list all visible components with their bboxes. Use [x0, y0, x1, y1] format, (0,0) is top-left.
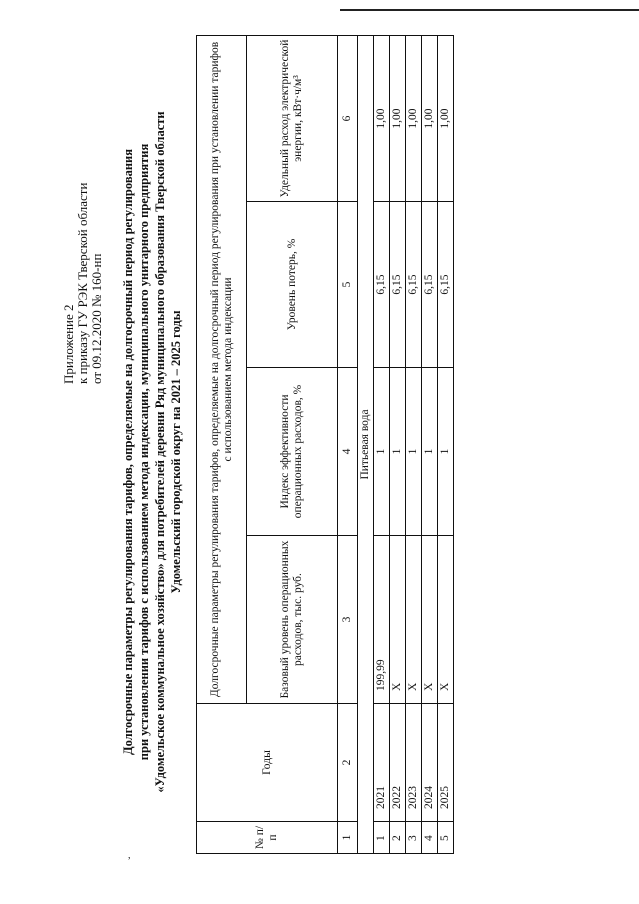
title-line-2: при установлении тарифов с использованием метода индексации, муниципального унитарного предприятия — [137, 143, 151, 761]
colnum-5: 5 — [338, 202, 358, 368]
column-number-row — [338, 35, 358, 853]
row-year: 2024 — [422, 704, 438, 822]
title-line-4: Удомельский городской округ на 2021 – 2025 годы — [169, 310, 183, 594]
row-num: 5 — [438, 822, 454, 854]
section-label: Питьевая вода — [358, 35, 374, 853]
table-row — [374, 35, 390, 853]
row-year: 2023 — [406, 704, 422, 822]
row-base: Х — [406, 536, 422, 704]
row-num: 2 — [390, 822, 406, 854]
row-loss: 6,15 — [438, 202, 454, 368]
row-year: 2025 — [438, 704, 454, 822]
title-line-3: «Удомельское коммунальное хозяйство» для потребителей деревни Ряд муниципального образования Тверской области — [153, 111, 167, 793]
row-index: 1 — [390, 368, 406, 536]
colnum-1: 1 — [338, 822, 358, 854]
row-loss: 6,15 — [406, 202, 422, 368]
document-title — [120, 0, 184, 904]
header-col4: Индекс эффективности операционных расходов, % — [247, 368, 338, 536]
row-base: 199,99 — [374, 536, 390, 704]
appendix-line-2: к приказу ГУ РЭК Тверской области — [75, 182, 90, 384]
row-index: 1 — [422, 368, 438, 536]
appendix-line-3: от 09.12.2020 № 160-нп — [89, 253, 104, 384]
header-num: № п/п — [197, 822, 338, 854]
row-index: 1 — [406, 368, 422, 536]
appendix-line-1: Приложение 2 — [61, 304, 76, 384]
section-row — [358, 35, 374, 853]
row-year: 2022 — [390, 704, 406, 822]
table-row — [390, 35, 406, 853]
table-row — [438, 35, 454, 853]
row-base: Х — [438, 536, 454, 704]
row-num: 3 — [406, 822, 422, 854]
header-row-group — [197, 35, 247, 853]
title-line-1: Долгосрочные параметры регулирования тарифов, определяемые на долгосрочный период регулирования — [121, 149, 135, 756]
row-index: 1 — [374, 368, 390, 536]
parameters-table — [196, 35, 454, 854]
row-loss: 6,15 — [390, 202, 406, 368]
row-base: Х — [422, 536, 438, 704]
scan-speck: , — [128, 850, 131, 861]
row-energy: 1,00 — [438, 35, 454, 201]
table-row — [422, 35, 438, 853]
row-energy: 1,00 — [390, 35, 406, 201]
row-num: 4 — [422, 822, 438, 854]
header-col6: Удельный расход электрической энергии, кВт·ч/м³ — [247, 35, 338, 201]
header-col3: Базовый уровень операционных расходов, тыс. руб. — [247, 536, 338, 704]
row-energy: 1,00 — [422, 35, 438, 201]
row-index: 1 — [438, 368, 454, 536]
header-col5: Уровень потерь, % — [247, 202, 338, 368]
colnum-3: 3 — [338, 536, 358, 704]
row-base: Х — [390, 536, 406, 704]
colnum-2: 2 — [338, 704, 358, 822]
row-loss: 6,15 — [422, 202, 438, 368]
appendix-block — [62, 64, 104, 384]
row-year: 2021 — [374, 704, 390, 822]
colnum-6: 6 — [338, 35, 358, 201]
row-energy: 1,00 — [406, 35, 422, 201]
row-loss: 6,15 — [374, 202, 390, 368]
header-group: Долгосрочные параметры регулирования тарифов, определяемые на долгосрочный период регулирования при установлении тарифов с использованием метода индексации — [197, 35, 247, 703]
row-num: 1 — [374, 822, 390, 854]
header-years: Годы — [197, 704, 338, 822]
colnum-4: 4 — [338, 368, 358, 536]
table-row — [406, 35, 422, 853]
row-energy: 1,00 — [374, 35, 390, 201]
